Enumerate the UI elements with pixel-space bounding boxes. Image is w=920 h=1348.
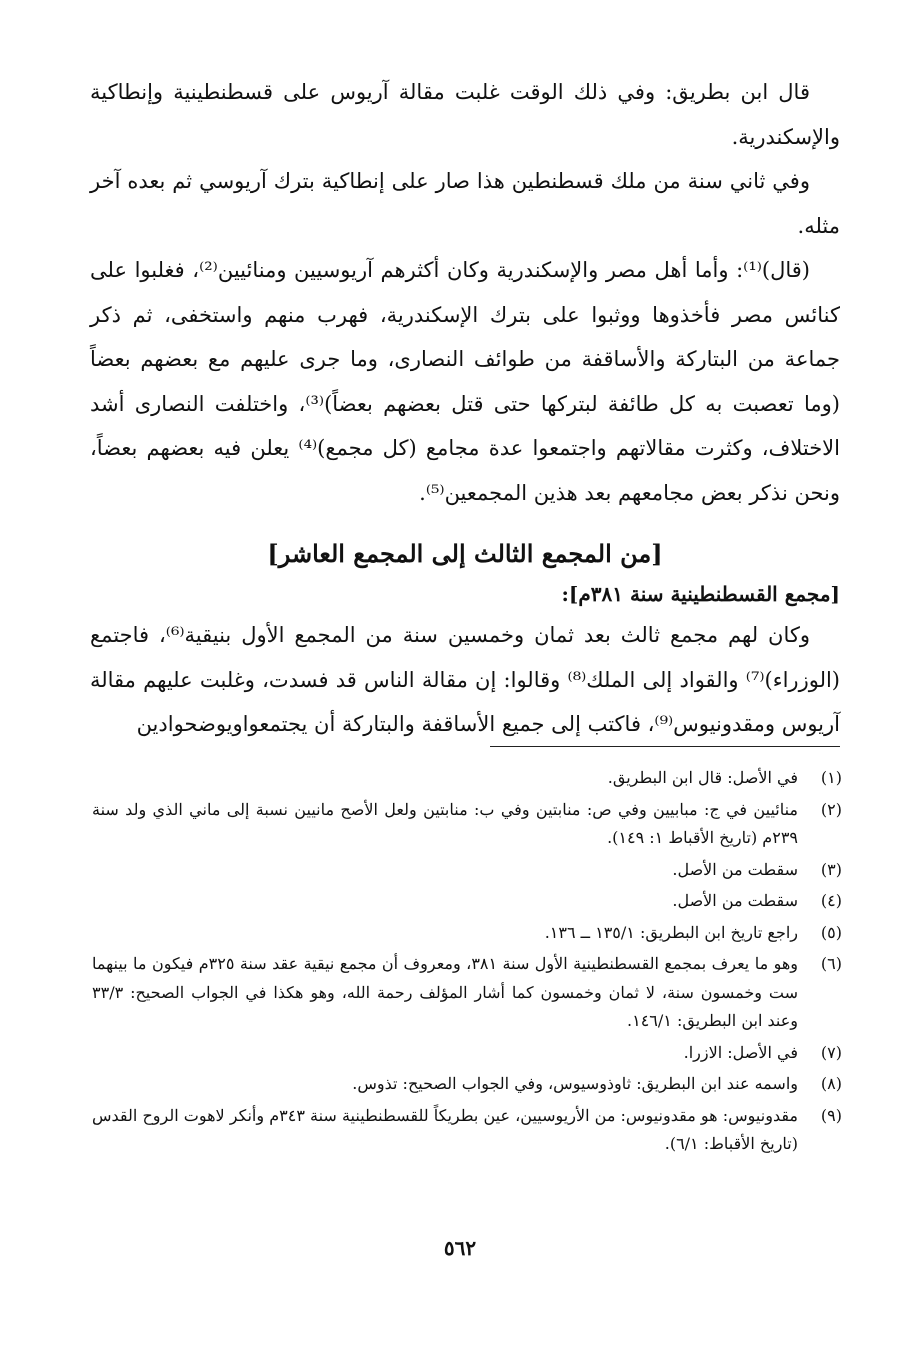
section-heading: [من المجمع الثالث إلى المجمع العاشر] [267,539,663,568]
footnotes [92,764,842,1162]
footnote-divider [490,746,840,747]
footnote-item [92,887,842,916]
footnote-number: (٥) [820,922,842,942]
sub-heading: [مجمع القسطنطينية سنة ٣٨١م]: [561,582,840,606]
footnote-text: منائيين في ج: مبابيين وفي ص: منابتين وفي ب: منابتين ولعل الأصح مانيين نسبة إلى ماني الذي ولد سنة ٢٣٩م (تاريخ الأقباط ١: ١٤٩). [92,799,798,847]
footnote-number: (١) [820,768,842,787]
footnote-item [92,919,842,948]
footnote-number: (٤) [820,891,842,910]
paragraph-1: قال ابن بطريق: وفي ذلك الوقت غلبت مقالة آريوس على قسطنطينية وإنطاكية والإسكندرية. [90,80,840,149]
footnote-number: (٦) [820,954,842,973]
footnote-item [92,856,842,885]
footnote-number: (٧) [820,1042,842,1062]
footnote-item [92,764,842,793]
main-text [90,70,840,747]
paragraph-3: (قال)⁽¹⁾: وأما أهل مصر والإسكندرية وكان أكثرهم آريوسيين ومنائيين⁽²⁾، فغلبوا على كنائس مصر فأخذوها ووثبوا على بترك الإسكندرية، فهرب منهم واستخفى، ثم ذكر جماعة من البتاركة والأساقفة من طوائف النصارى، وما جرى عليهم مع بعضهم بعضاً (وما تعصبت به كل طائفة لبترکها حتى قتل بعضهم بعضاً)⁽³⁾، واختلفت النصارى أشد الاختلاف، وكثرت مقالاتهم واجتمعوا عدة مجامع (كل مجمع)⁽⁴⁾ يعلن فيه بعضهم بعضاً، ونحن نذكر بعض مجامعهم بعد هذين المجمعين⁽⁵⁾. [90,258,840,505]
page-number: ٥٦٢ [443,1236,477,1260]
footnote-item [92,1102,842,1159]
footnote-item [92,1039,842,1068]
footnote-text: وهو ما يعرف بمجمع القسطنطينية الأول سنة ٣٨١، ومعروف أن مجمع نيقية عقد سنة ٣٢٥م فيكون ما بينهما ست وخمسون سنة، لا ثمان وخمسون كما أشار المؤلف رحمة الله، وهو هكذا في الجواب الصحيح: ٣٣/٣ وعند ابن البطريق: ١٤٦/١. [92,954,799,1030]
footnote-text: سقطت من الأصل. [672,891,798,910]
footnote-text: في الأصل: الازرا. [683,1042,798,1062]
footnote-number: (٣) [820,859,842,879]
footnote-number: (٨) [820,1074,842,1093]
footnote-item [92,796,842,853]
footnote-item [92,1070,842,1099]
footnote-text: في الأصل: قال ابن البطريق. [607,768,798,787]
paragraph-2: وفي ثاني سنة من ملك قسطنطين هذا صار على إنطاكية بترك آريوسي ثم بعده آخر مثله. [90,169,840,238]
footnote-text: راجع تاريخ ابن البطريق: ١٣٥/١ ــ ١٣٦. [544,922,798,942]
footnote-number: (٩) [820,1105,842,1125]
paragraph-4: وكان لهم مجمع ثالث بعد ثمان وخمسين سنة من المجمع الأول بنيقية⁽⁶⁾، فاجتمع (الوزراء)⁽⁷⁾ والقواد إلى الملك⁽⁸⁾ وقالوا: إن مقالة الناس قد فسدت، وغلبت عليهم مقالة آريوس ومقدونيوس⁽⁹⁾، فاكتب إلى جميع الأساقفة والبتاركة أن يجتمعواويوضحوادين [90,623,840,736]
footnote-item [92,950,842,1036]
footnote-text: مقدونيوس: هو مقدونيوس: من الأريوسيين، عين بطريكاً للقسطنطينية سنة ٣٤٣م وأنكر لاهوت الروح القدس (تاريخ الأقباط: ٦/١). [92,1105,799,1153]
footnote-text: سقطت من الأصل. [672,859,798,879]
footnote-text: واسمه عند ابن البطريق: ثاوذوسيوس، وفي الجواب الصحيح: تذوس. [352,1074,798,1093]
footnote-number: (٢) [820,799,842,819]
